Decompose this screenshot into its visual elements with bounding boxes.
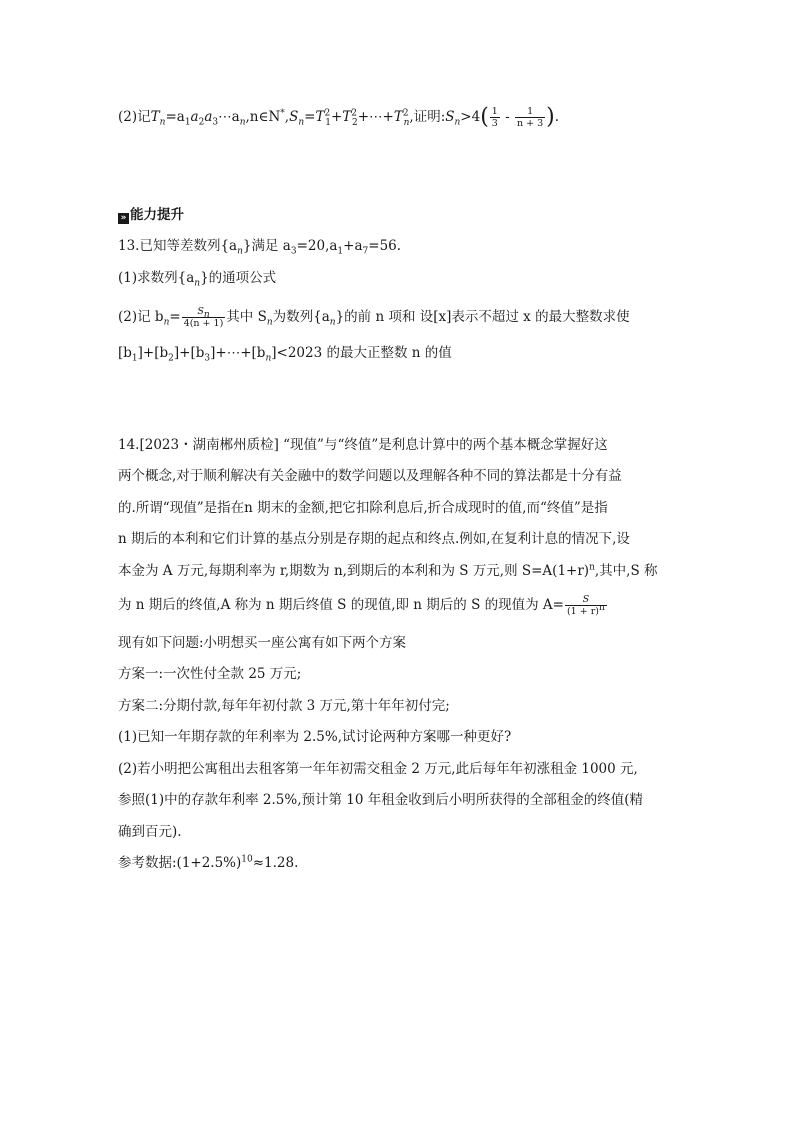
- section-heading: [118, 205, 184, 225]
- q12-t-ellipsis: ⋯a: [218, 109, 240, 125]
- q12-fraction-2: $\frac{1}{n + 3}$: [517, 106, 544, 129]
- q12-plus-dots: +⋯+: [357, 109, 394, 125]
- q14-line-6: 为 n 期后的终值,A 称为 n 期后终值 S 的现值,即 n 期后的 S 的现值为 A= $\frac{S}{(1 + r)^n}$: [118, 594, 605, 617]
- q13-part2: (2)记 $b_n=$ $\frac{S_n}{4(n + 1)}$ 其中 $S_n$为数列$\{a_n\}$的前 n 项和 设[x]表示不超过 x 的最大整数求使: [118, 306, 630, 329]
- q12-part2-label: (2)记: [118, 109, 151, 125]
- q14-fraction: $\frac{S}{(1 + r)^n}$: [566, 594, 605, 617]
- q12-star: *: [280, 108, 285, 119]
- q12-plus-1: +: [330, 109, 343, 125]
- q12-end: .: [554, 109, 560, 125]
- q14-line-4: n 期后的本利和它们计算的基点分别是存期的起点和终点.例如,在复利计息的情况下,设: [118, 531, 630, 547]
- q13-part2-cont: $[b_1]+[b_2]+[b_3]+\cdots+[b_n]<2023$ 的最大正整数 n 的值: [118, 345, 452, 364]
- q12-fraction-1: $\frac{1}{3}$: [491, 106, 498, 129]
- q14-line-5: 本金为 A 万元,每期利率为 r,期数为 n,到期后的本利和为 S 万元,则 $S=A(1+r)^n$,其中,S 称: [118, 562, 658, 579]
- q14-line-1: 14.[2023・湖南郴州质检] “现值”与“终值”是利息计算中的两个基本概念掌握好这: [118, 437, 608, 453]
- q12-prove: ,证明:: [409, 109, 446, 125]
- q14-line-2: 两个概念,对于顺利解决有关金融中的数学问题以及理解各种不同的算法都是十分有益: [118, 468, 622, 484]
- q12-set: ,n∈N: [245, 109, 281, 125]
- q12-t-definition: =a: [165, 109, 185, 125]
- q14-line-14: 参考数据$:(1+2.5\%)^{10}\approx 1.28$.: [118, 854, 299, 871]
- q12-s-definition: =: [304, 109, 316, 125]
- q12-minus: -: [500, 109, 514, 125]
- q14-line-11: (2)若小明把公寓租出去租客第一年年初需交租金 2 万元,此后每年年初涨租金 1000 元,: [118, 761, 638, 777]
- q14-line-9: 方案二:分期付款,每年年初付款 3 万元,第十年年初付完;: [118, 698, 450, 714]
- q14-line-12: 参照(1)中的存款年利率 2.5%,预计第 10 年租金收到后小明所获得的全部租金的终值(精: [118, 792, 644, 808]
- q13-stem: 13.已知等差数列$\{a_n\}$满足 $a_3=20,a_1+a_7=56$.: [118, 238, 402, 257]
- q14-line-10: (1)已知一年期存款的年利率为 2.5%,试讨论两种方案哪一种更好?: [118, 729, 512, 745]
- q14-line-7: 现有如下问题:小明想买一座公寓有如下两个方案: [118, 635, 407, 651]
- q12-part2-line: (2)记$T_n=a_1a_2a_3\cdots a_n,n\in N^*,S_n=T^2_1+T^2_2+\cdots+T^2_n$,证明$:S_n>4$( $\frac{1}{3}$ - $\frac{1}{n + 3}$ ).: [118, 104, 560, 130]
- q13-fraction: $\frac{S_n}{4(n + 1)}$: [183, 306, 224, 329]
- section-heading-text: 能力提升: [130, 207, 184, 223]
- q14-line-13: 确到百元).: [118, 824, 182, 840]
- q14-line-3: 的.所谓“现值”是指在n 期末的金额,把它扣除利息后,折合成现时的值,而“终值”是指: [118, 500, 608, 516]
- q14-line-8: 方案一:一次性付全款 25 万元;: [118, 666, 302, 682]
- double-chevron-icon: »: [118, 213, 129, 224]
- q13-part1: (1)求数列$\{a_n\}$的通项公式: [118, 270, 277, 289]
- q12-gt4: >4: [460, 109, 481, 125]
